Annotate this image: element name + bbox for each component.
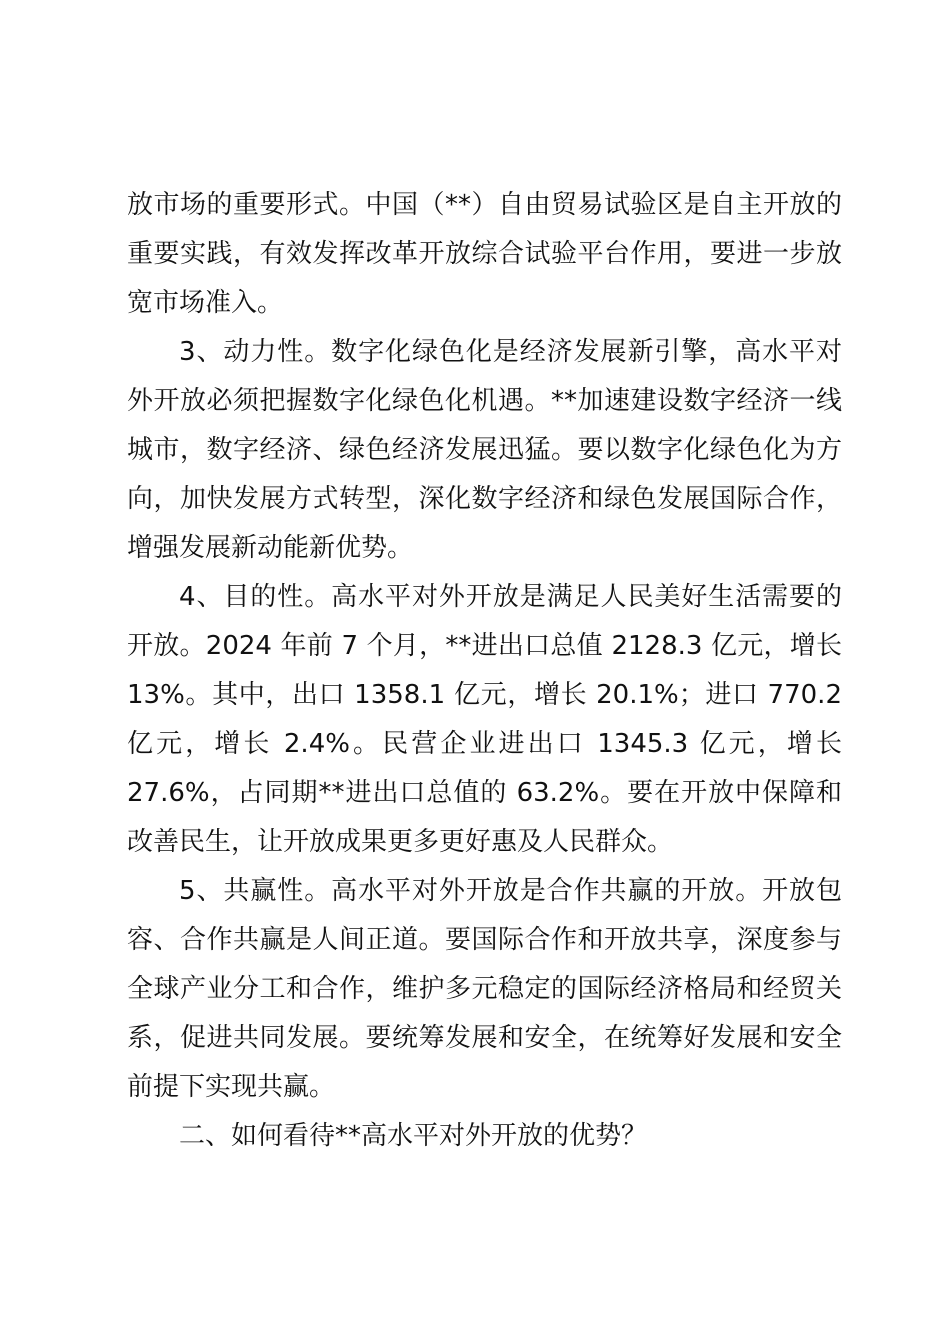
paragraph-point-5: 5、共赢性。高水平对外开放是合作共赢的开放。开放包容、合作共赢是人间正道。要国际合作和开放共享，深度参与全球产业分工和合作，维护多元稳定的国际经济格局和经贸关系，促进共同发展。要统筹发展和安全，在统筹好发展和安全前提下实现共赢。	[127, 876, 842, 1102]
paragraph-point-4: 4、目的性。高水平对外开放是满足人民美好生活需要的开放。2024 年前 7 个月，**进出口总值 2128.3 亿元，增长13%。其中，出口 1358.1 亿元，增长 20.1%；进口 770.2 亿元，增长 2.4%。民营企业进出口 1345.3 亿元，增长27.6%，占同期**进出口总值的 63.2%。要在开放中保障和改善民生，让开放成果更多更好惠及人民群众。	[127, 582, 842, 857]
paragraph-point-3: 3、动力性。数字化绿色化是经济发展新引擎，高水平对外开放必须把握数字化绿色化机遇。**加速建设数字经济一线城市，数字经济、绿色经济发展迅猛。要以数字化绿色化为方向，加快发展方式转型，深化数字经济和绿色发展国际合作，增强发展新动能新优势。	[127, 337, 842, 563]
document-body	[127, 181, 842, 1161]
section-heading-2: 二、如何看待**高水平对外开放的优势？	[179, 1121, 648, 1151]
paragraph-continuation: 放市场的重要形式。中国（**）自由贸易试验区是自主开放的重要实践，有效发挥改革开放综合试验平台作用，要进一步放宽市场准入。	[127, 190, 842, 318]
